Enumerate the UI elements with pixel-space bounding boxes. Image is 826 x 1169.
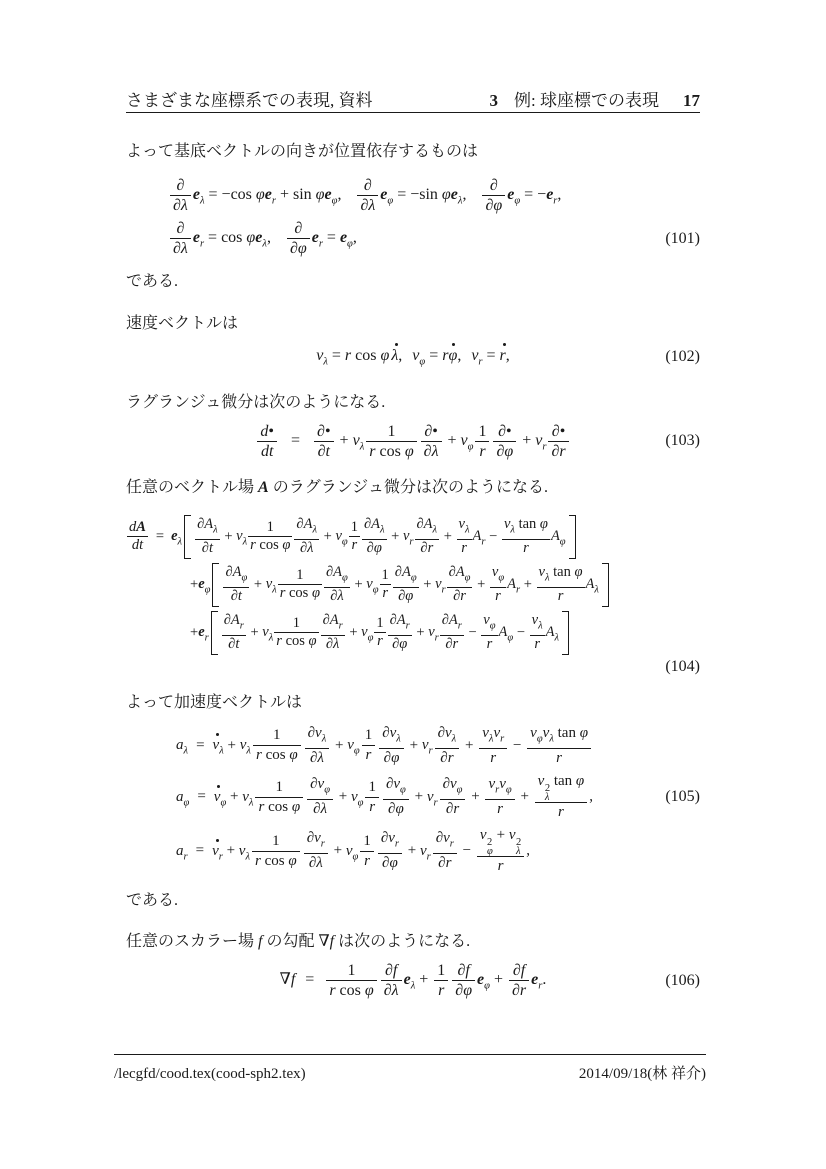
- equation-line: $\frac{d•}{dt}$ = $\frac{\partial•}{\partial t}$ + $v_\lambda$ $\frac{1}{\text{r cos φ}}$ $\frac{\partial•}{\partial\lambda}$ + $v_\varphi$ $\frac{1}{r}$ $\frac{\partial•}{\partial\varphi}$ + $v_r$ $\frac{\partial•}{\partial r}$ (103): [126, 420, 700, 463]
- section-number: 3: [489, 91, 499, 110]
- date-author: 2014/09/18(林 祥介): [578, 1066, 706, 1082]
- equation-102: [126, 344, 700, 371]
- footer-rule: [114, 1054, 706, 1055]
- page-footer: [114, 1054, 706, 1083]
- equation-105: [126, 722, 700, 879]
- equation-line: $a_\lambda = v$ $_\lambda + v_\lambda$ $\frac{1}{\text{r cos φ}}$ $\frac{\partial v_\lambda}{\partial\lambda}$ + $v_\varphi$ $\frac{1}{r}$ $\frac{\partial v_\lambda}{\partial\varphi}$ + $v_r$ $\frac{\partial v_\lambda}{\partial r}$ + $\frac{v_\lambda v_r}{r}$ − $\frac{v_\varphi v_\lambda \tan \varphi}{r}$: [126, 722, 700, 771]
- document-body: [126, 113, 700, 1002]
- equation-number: (106): [665, 971, 700, 989]
- equation-106: [126, 959, 700, 1002]
- equation-number: (102): [665, 348, 700, 366]
- equation-line: $\frac{dA}{dt}$ = $e_\lambda$ $\frac{\partial A_\lambda}{\partial t}$ + $v_\lambda$ $\frac{1}{\text{r cos φ}}$ $\frac{\partial A_\lambda}{\partial\lambda}$ + $v_\varphi$ $\frac{1}{r}$ $\frac{\partial A_\lambda}{\partial\varphi}$ + $v_r$ $\frac{\partial A_\lambda}{\partial r}$ + $\frac{v_\lambda}{r}$ $A_r$ − $\frac{v_\lambda \tan \varphi}{r}$ $A_\varphi$: [126, 513, 700, 561]
- equation-line: $v_\lambda = r$ cos φ λ , $v_\varphi = r\varphi$ , $v_r = r$ , (102): [126, 344, 700, 371]
- equation-line: [126, 657, 700, 677]
- page-number: 17: [683, 91, 700, 110]
- equation-101: [126, 174, 700, 260]
- equation-line: $\frac{\partial}{\partial\lambda}$ $e_r = \cos \varphi e_\lambda$, $\frac{\partial}{\partial\varphi}$ $e_r = e_\varphi$, (101): [126, 217, 700, 260]
- paragraph-basis-vectors: よって基底ベクトルの向きが位置依存するものは: [126, 143, 479, 160]
- equation-line: $\frac{\partial}{\partial\lambda}$ $e_\lambda = -\cos$ $\varphi e_r + \sin \varphi e_\varphi$, $\frac{\partial}{\partial\lambda}$ $e_\varphi = -\sin$ $\varphi e_\lambda$, $\frac{\partial}{\partial\varphi}$ $e_\varphi = -e_r$,: [126, 174, 700, 217]
- equation-line: $+e_r$ $\frac{\partial A_r}{\partial t}$ + $v_\lambda$ $\frac{1}{\text{r cos φ}}$ $\frac{\partial A_r}{\partial\lambda}$ + $v_\varphi$ $\frac{1}{r}$ $\frac{\partial A_r}{\partial\varphi}$ + $v_r$ $\frac{\partial A_r}{\partial r}$ − $\frac{v_\varphi}{r}$ $A_\varphi$ − $\frac{v_\lambda}{r}$ $A_\lambda$: [126, 609, 700, 657]
- paragraph-acceleration: よって加速度ベクトルは: [126, 693, 303, 711]
- equation-line: ∇f = $\frac{1}{\text{r cos φ}}$ $\frac{\partial f}{\partial\lambda}$ $e_\lambda$ + $\frac{1}{r}$ $\frac{\partial f}{\partial\varphi}$ $e_\varphi$ + $\frac{\partial f}{\partial r}$ $e_r$. (106): [279, 962, 700, 1000]
- equation-number: (101): [665, 229, 700, 247]
- paragraph-dearu-1: である.: [126, 273, 179, 290]
- equation-line: $a_r = v$ $_r + v_\lambda$ $\frac{1}{\text{r cos φ}}$ $\frac{\partial v_r}{\partial\lambda}$ + $v_\varphi$ $\frac{1}{r}$ $\frac{\partial v_r}{\partial\varphi}$ + $v_r$ $\frac{\partial v_r}{\partial r}$ − v 2 φ + v 2 λ r ,: [176, 827, 530, 875]
- equation-number: (105): [665, 788, 700, 806]
- equation-103: [126, 420, 700, 463]
- footer-row: [114, 1062, 706, 1083]
- page-header: [126, 86, 700, 111]
- section-title: 例: 球座標での表現: [514, 91, 659, 110]
- paragraph-dearu-2: である.: [126, 892, 179, 910]
- equation-number: (104): [665, 657, 700, 675]
- paragraph-scalar-field: 任意のスカラー場 f の勾配 ∇f は次のようになる.: [126, 933, 471, 951]
- paragraph-velocity: 速度ベクトルは: [126, 315, 239, 332]
- paragraph-lagrange: ラグランジュ微分は次のようになる.: [126, 393, 386, 411]
- equation-line: $+e_\varphi$ $\frac{\partial A_\varphi}{\partial t}$ + $v_\lambda$ $\frac{1}{\text{r cos φ}}$ $\frac{\partial A_\varphi}{\partial\lambda}$ + $v_\varphi$ $\frac{1}{r}$ $\frac{\partial A_\varphi}{\partial\varphi}$ + $v_r$ $\frac{\partial A_\varphi}{\partial r}$ + $\frac{v_\varphi}{r}$ $A_r$ + $\frac{v_\lambda \tan \varphi}{r}$ $A_\lambda$: [126, 561, 700, 609]
- equation-104: [126, 513, 700, 677]
- running-title: さまざまな座標系での表現, 資料: [126, 91, 373, 110]
- paragraph-vector-field: 任意のベクトル場 A のラグランジュ微分は次のようになる.: [126, 478, 548, 496]
- source-file-path: /lecgfd/cood.tex(cood-sph2.tex): [114, 1066, 306, 1082]
- equation-line: $a_\varphi = v$ $_\varphi + v_\lambda$ $\frac{1}{\text{r cos φ}}$ $\frac{\partial v_\varphi}{\partial\lambda}$ + $v_\varphi$ $\frac{1}{r}$ $\frac{\partial v_\varphi}{\partial\varphi}$ + $v_r$ $\frac{\partial v_\varphi}{\partial r}$ + $\frac{v_rv_\varphi}{r}$ + v 2 λ tan φ r , (105): [176, 773, 700, 821]
- equation-number: (103): [665, 432, 700, 450]
